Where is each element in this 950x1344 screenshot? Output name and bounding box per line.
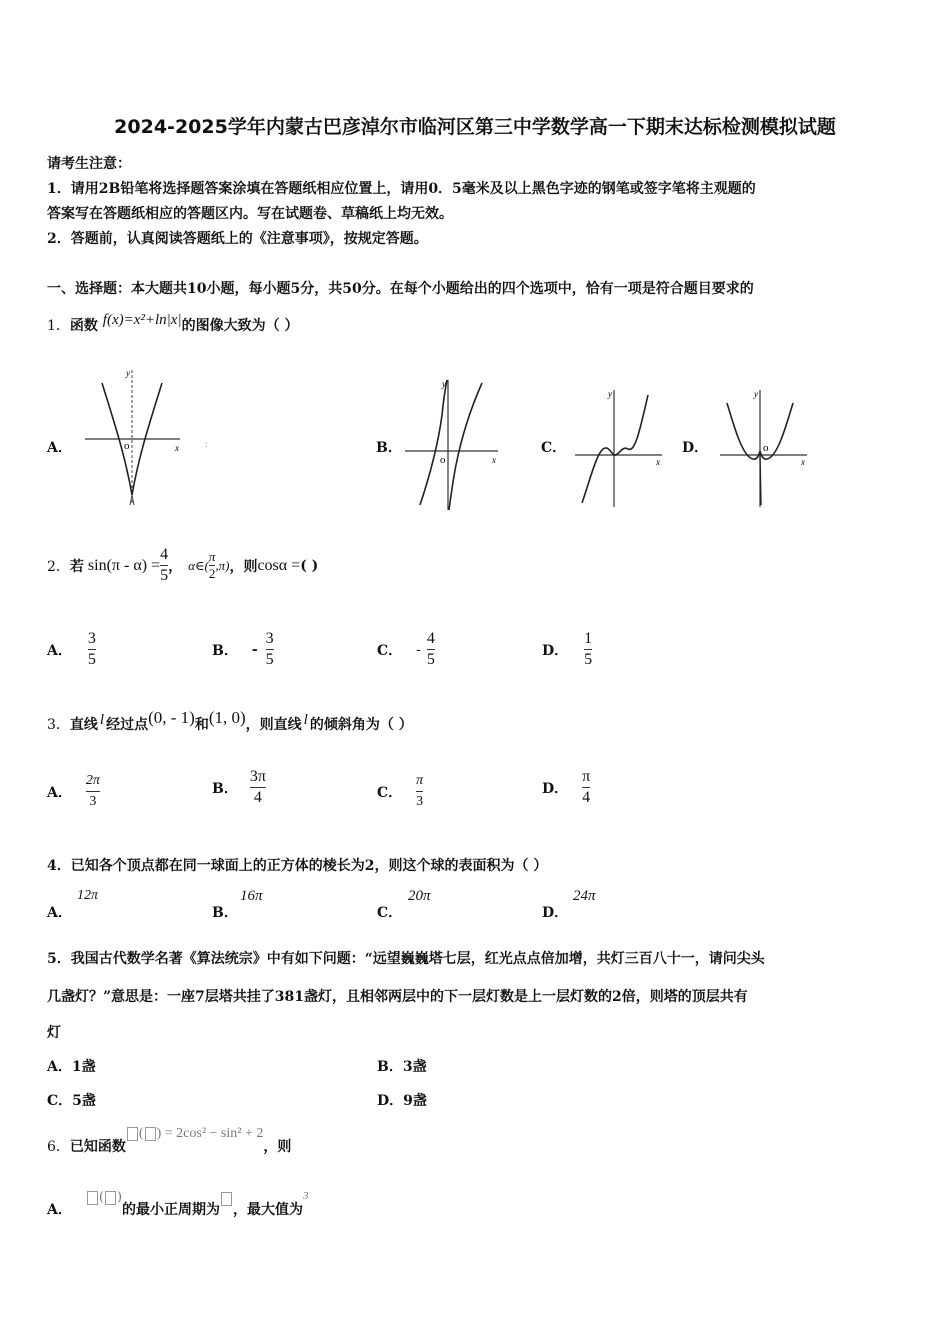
graph-c [570,385,670,510]
q3-option-d [542,768,590,807]
q4-option-c-label: C． [377,905,403,921]
missing-glyph-icon [105,1191,116,1205]
svg-text:x: x [801,457,805,467]
q3-option-a [47,772,100,811]
q5-option-b-value: 3盏 [402,1059,427,1075]
q2-f2-den: 2 [208,566,216,581]
q2-b-num: 3 [265,630,274,647]
q2-formula-2: α∈( [188,557,209,573]
svg-text:y: y [126,368,130,378]
q2-option-a [47,630,96,669]
notice-line-2: 2．答题前，认真阅读答题纸上的《注意事项》，按规定答题。 [47,231,428,247]
q2-option-a-label: A． [47,642,72,659]
q2-d-den: 5 [584,651,593,668]
q3-option-b-frac [250,768,266,807]
q6-number: 6． [47,1139,70,1155]
q6-formula-text: = 2cos² − sin² + 2 [164,1126,264,1141]
q5-option-c [47,1090,96,1110]
question-1 [47,312,299,335]
q6-formula: ( ) = 2cos² − sin² + 2 [126,1126,263,1142]
q1-option-d-label: D． [682,440,709,456]
q3-option-a-label: A． [47,784,72,801]
q5-option-b-label: B． [377,1059,403,1075]
q2-d-num: 1 [584,630,593,647]
missing-glyph-icon [221,1192,232,1206]
q3-pre: 直线 [69,717,98,733]
q5-line-2: 几盏灯？”意思是：一座7层塔共挂了381盏灯，且相邻两层中的下一层灯数是上一层灯数的2倍，则塔的顶层共有 [47,989,748,1005]
q3-c-den: 3 [416,794,424,809]
q3-line-l-2: l [303,711,308,728]
q3-post: 的倾斜角为（ ） [309,717,413,733]
q5-option-c-label: C． [47,1093,73,1109]
q3-mid-1: 经过点 [106,717,149,733]
q2-option-b [212,630,274,669]
missing-glyph-icon [145,1127,156,1141]
q2-b-sign: - [251,641,258,658]
missing-glyph-icon [127,1127,138,1141]
q4-option-c-value: 20π [408,888,431,904]
q2-formula-2-end: ,π) [215,557,230,573]
svg-text:o: o [124,440,130,452]
notice-line-1b: 答案写在答题纸相应的答题区内。写在试题卷、草稿纸上均无效。 [47,206,453,222]
q4-option-b-label: B． [212,905,238,921]
q2-option-d [542,630,592,669]
q2-option-b-frac [266,630,274,669]
q6-option-a-label: A． [47,1202,72,1218]
q1-post: 的图像大致为（ ） [181,318,299,334]
q3-option-a-frac [86,772,100,811]
q4-option-a-label: A． [47,905,72,921]
q3-option-d-label: D． [542,780,569,797]
q4-option-d-value: 24π [573,888,596,904]
svg-text:y: y [754,389,758,399]
notice-line-1a: 1．请用2B铅笔将选择题答案涂填在答题纸相应位置上，请用0．5毫米及以上黑色字迹的钢笔或签字笔将主观题的 [47,181,756,197]
section-heading: 一、选择题：本大题共10小题，每小题5分，共50分。在每个小题给出的四个选项中，恰有一项是符合题目要求的 [47,281,754,297]
q2-comma: ， [168,558,183,575]
q5-option-b [377,1056,427,1076]
q2-option-d-label: D． [542,642,569,659]
q3-option-c-frac [416,772,423,811]
q2-f1-den: 5 [160,567,169,584]
graph-b [400,375,510,515]
q2-fraction-1 [160,546,168,585]
q5-line-1: 5．我国古代数学名著《算法统宗》中有如下问题：“远望巍巍塔七层，红光点点倍加增，共灯三百八十一，请问尖头 [47,951,765,967]
q3-a-den: 3 [89,794,97,809]
q2-b-den: 5 [265,651,274,668]
q5-option-d [377,1090,427,1110]
q1-option-b-label: B． [376,440,402,456]
q5-option-c-value: 5盏 [72,1093,96,1109]
q6-a-text-2: ，最大值为 [233,1202,304,1218]
q4-option-d-label: D． [542,905,569,921]
question-4: 4．已知各个顶点都在同一球面上的正方体的棱长为2，则这个球的表面积为（ ） [47,858,548,874]
svg-text::: : [205,439,208,449]
q3-b-den: 4 [253,789,262,806]
q2-f2-num: π [208,549,216,564]
q2-option-b-label: B． [212,642,238,659]
svg-text:o: o [440,454,446,466]
svg-text:x: x [175,443,179,453]
q2-post-2: ( ) [300,557,319,574]
q2-pre: 若 [69,558,84,575]
question-3 [47,708,413,734]
q2-number: 2． [47,558,70,575]
svg-text:x: x [656,457,660,467]
missing-glyph-icon [87,1191,98,1205]
q2-option-c-frac [427,630,435,669]
q2-c-num: 4 [426,630,435,647]
q1-option-a-label: A． [47,440,72,456]
q2-c-sign: - [416,641,421,658]
q2-formula-3: cosα = [257,556,301,574]
q3-a-num: 2π [85,773,100,788]
q3-d-den: 4 [582,789,591,806]
q1-formula: f(x)=x²+ln|x| [102,312,182,328]
svg-text:y: y [442,379,446,389]
q1-pre: 函数 [69,318,98,334]
q3-number: 3． [47,717,70,733]
q2-option-a-frac [88,630,96,669]
q6-option-a [47,1190,309,1219]
q5-line-3: 灯 [47,1025,61,1041]
graph-d [715,385,815,510]
q3-option-c-label: C． [377,784,403,801]
question-2 [47,546,318,585]
question-6 [47,1126,291,1156]
q3-mid-3: ，则直线 [245,717,302,733]
q3-d-num: π [582,768,591,785]
q2-option-c-label: C． [377,642,403,659]
q3-c-num: π [416,773,424,788]
svg-text:x: x [492,455,496,465]
q2-c-den: 5 [426,651,435,668]
q1-option-c-label: C． [541,440,567,456]
q2-post-1: ，则 [229,558,258,575]
q3-b-num: 3π [249,768,266,785]
q4-option-a-value: 12π [77,888,99,903]
q3-option-b [212,768,266,807]
q5-option-d-value: 9盏 [403,1093,427,1109]
q5-option-a-value: 1盏 [71,1059,96,1075]
page-title: 2024-2025学年内蒙古巴彦淖尔市临河区第三中学数学高一下期末达标检测模拟试题 [114,116,836,138]
q3-option-c [377,772,423,811]
q2-formula-1: sin(π - α) = [87,556,161,574]
svg-text:o: o [763,442,769,454]
q5-option-d-label: D． [377,1093,404,1109]
q2-option-d-frac [584,630,592,669]
q6-post: ，则 [263,1139,292,1155]
q2-a-num: 3 [87,630,96,647]
q3-option-b-label: B． [212,780,238,797]
q6-pre: 已知函数 [69,1139,126,1155]
q6-a-max: 3 [303,1190,309,1202]
q2-f1-num: 4 [160,546,169,563]
q2-a-den: 5 [87,651,96,668]
notice-heading: 请考生注意： [47,156,131,172]
q5-option-a [47,1056,96,1076]
q4-option-b-value: 16π [240,888,263,904]
q3-point-2: (1, 0) [208,708,246,727]
q3-line-l-1: l [99,711,105,728]
q3-mid-2: 和 [194,717,209,733]
graph-a [80,365,220,515]
q2-option-c [377,630,435,669]
q6-a-func: ( ) [86,1190,122,1205]
q3-option-d-frac [582,768,590,807]
svg-text:y: y [608,389,612,399]
q1-number: 1． [47,318,70,334]
q6-a-text-1: 的最小正周期为 [122,1202,221,1218]
q3-point-1: (0, - 1) [148,708,195,727]
q5-option-a-label: A． [47,1059,72,1075]
